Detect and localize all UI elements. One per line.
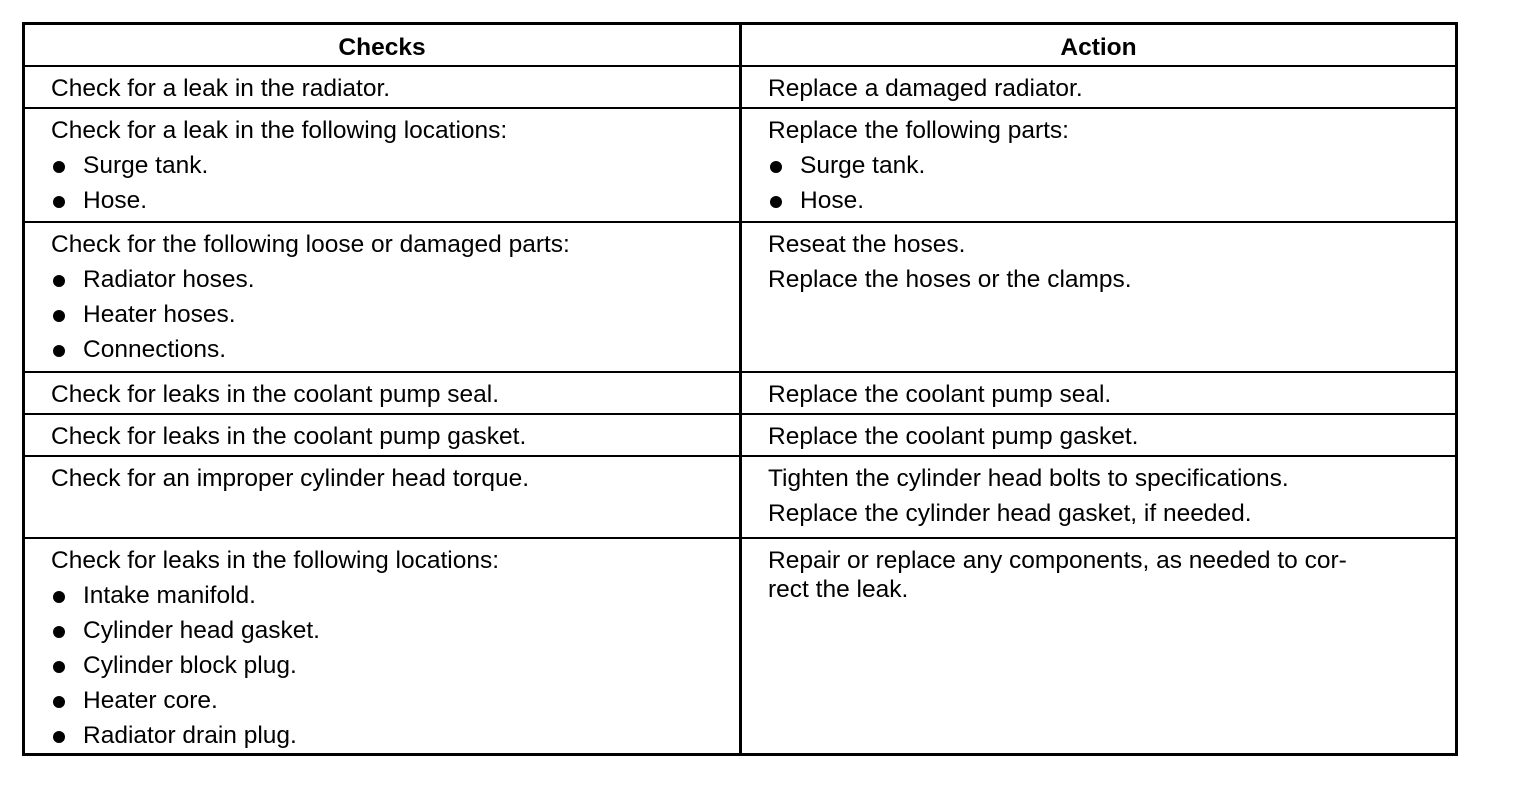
action-text: Replace the coolant pump seal.: [768, 381, 1112, 408]
check-bullet-item: Hose.: [51, 183, 739, 218]
action-cell: [742, 539, 1455, 753]
check-bullet-item: Cylinder head gasket.: [51, 613, 739, 648]
check-cell: [25, 109, 742, 223]
check-cell: [25, 539, 742, 753]
check-cell: [25, 67, 742, 109]
check-cell: [25, 457, 742, 539]
diagnostic-table: [22, 22, 1458, 756]
action-text: Tighten the cylinder head bolts to specifications.: [768, 465, 1289, 492]
check-bullet-item: Connections.: [51, 332, 739, 367]
check-cell: [25, 373, 742, 415]
action-cell: [742, 67, 1455, 109]
action-text: Reseat the hoses.: [768, 231, 966, 258]
action-text: Replace a damaged radiator.: [768, 75, 1083, 102]
action-text: Repair or replace any components, as needed to cor-: [768, 547, 1347, 574]
action-bullet-item: Hose.: [768, 183, 1455, 218]
action-bullet-item: Surge tank.: [768, 148, 1455, 183]
check-bullet-item: Heater hoses.: [51, 297, 739, 332]
action-text: Replace the following parts:: [768, 117, 1069, 144]
action-cell: [742, 373, 1455, 415]
action-cell: [742, 109, 1455, 223]
action-text: Replace the hoses or the clamps.: [768, 266, 1132, 293]
action-cell: [742, 223, 1455, 373]
check-bullet-item: Heater core.: [51, 683, 739, 718]
check-bullet-item: Surge tank.: [51, 148, 739, 183]
action-text: Replace the cylinder head gasket, if needed.: [768, 500, 1252, 527]
check-text: Check for a leak in the following locations:: [51, 117, 508, 144]
check-bullet-item: Intake manifold.: [51, 578, 739, 613]
check-text: Check for leaks in the coolant pump seal.: [51, 381, 500, 408]
header-action: Action: [742, 25, 1455, 67]
check-text: Check for leaks in the following locations:: [51, 547, 500, 574]
check-bullet-item: Radiator drain plug.: [51, 718, 739, 753]
check-cell: [25, 415, 742, 457]
check-text: Check for an improper cylinder head torque.: [51, 465, 530, 492]
check-bullet-item: Radiator hoses.: [51, 262, 739, 297]
action-cell: [742, 457, 1455, 539]
check-bullet-item: Cylinder block plug.: [51, 648, 739, 683]
check-text: Check for a leak in the radiator.: [51, 75, 391, 102]
header-checks: Checks: [25, 25, 742, 67]
action-cell: [742, 415, 1455, 457]
action-text: rect the leak.: [768, 576, 909, 603]
action-text: Replace the coolant pump gasket.: [768, 423, 1139, 450]
check-cell: [25, 223, 742, 373]
check-text: Check for leaks in the coolant pump gasket.: [51, 423, 527, 450]
check-text: Check for the following loose or damaged parts:: [51, 231, 570, 258]
